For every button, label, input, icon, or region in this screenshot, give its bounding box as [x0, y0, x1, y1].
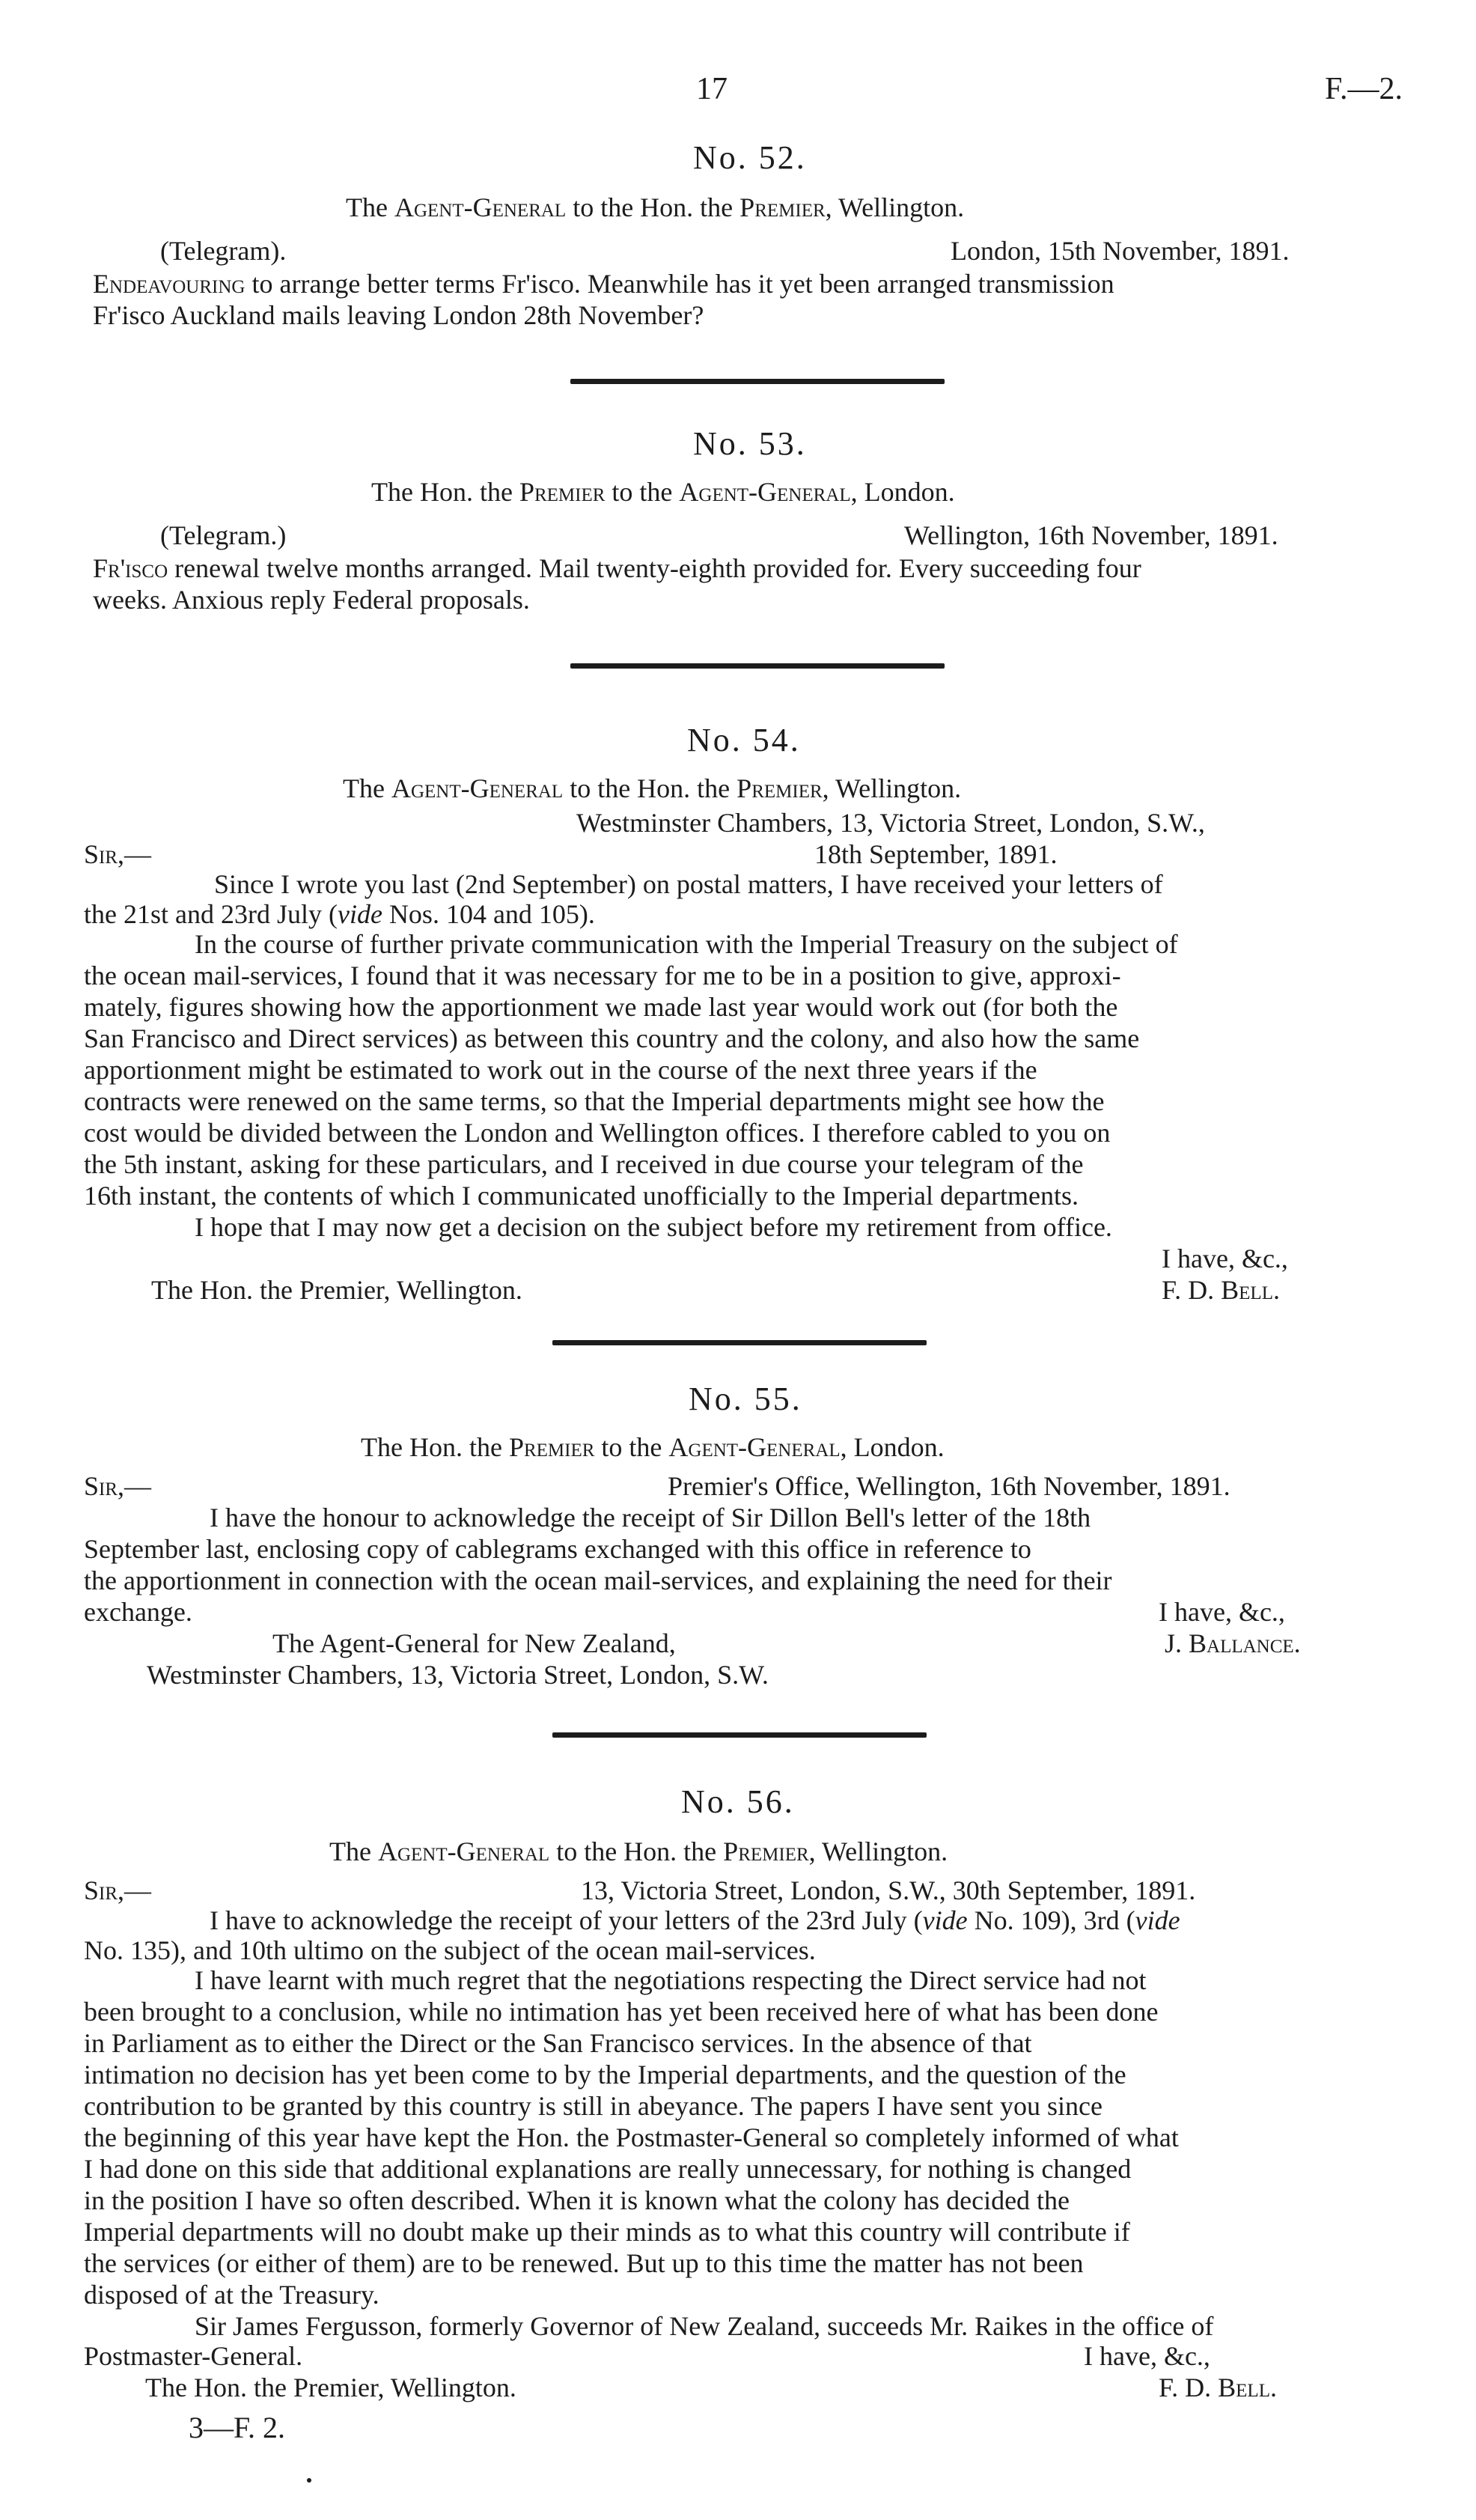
letter-54-number: No. 54. — [687, 722, 801, 758]
letter-56-heading: The Agent-General to the Hon. the Premier, Wellington. — [329, 1836, 948, 1866]
letter-54-paragraph: In the course of further private communication with the Imperial Treasury on the subject of the ocean mail-services, I found that it was necessary for me to be in a position to give, approxi- mately, figures showing how the apportionment we made last year would work out (for both the San Francisco and Direct services) as between this country and the colony, and also how the same apportionment might be estimated to work out in the course of the next three years if the contracts were renewed on the same terms, so that the Imperial departments might see how the cost would be divided between the London and Wellington offices. I therefore cabled to you on the 5th instant, asking for these particulars, and I received in due course your telegram of the 16th instant, the contents of which I communicated unofficially to the Imperial departments. — [84, 929, 1178, 1211]
page-number: 17 — [696, 72, 728, 106]
printer-dot — [307, 2478, 311, 2483]
letter-54-paragraph-line: I hope that I may now get a decision on the subject before my retirement from office. — [195, 1212, 1112, 1242]
letter-56-salutation: Sir,— — [84, 1875, 152, 1905]
section-divider — [552, 1340, 927, 1345]
letter-55-heading: The Hon. the Premier to the Agent-General, London. — [361, 1432, 945, 1462]
letter-52-number: No. 52. — [693, 139, 807, 176]
letter-55-closing: I have, &c., — [1159, 1597, 1285, 1627]
letter-56-paragraph-line: Postmaster-General. — [84, 2341, 303, 2371]
letter-54-signature: F. D. Bell. — [1162, 1275, 1280, 1305]
letter-56-dateline: 13, Victoria Street, London, S.W., 30th September, 1891. — [581, 1875, 1196, 1905]
letter-56-paragraph: Sir James Fergusson, formerly Governor of New Zealand, succeeds Mr. Raikes in the office of — [195, 2311, 1214, 2341]
letter-54-date: 18th September, 1891. — [814, 839, 1058, 869]
letter-54-paragraph-line: the 21st and 23rd July (vide Nos. 104 and 105). — [84, 899, 595, 929]
letter-56-paragraph-line: I have to acknowledge the receipt of your letters of the 23rd July (vide No. 109), 3rd (vide — [210, 1905, 1180, 1935]
letter-55-addressee-line: The Agent-General for New Zealand, — [272, 1628, 676, 1658]
letter-54-salutation: Sir,— — [84, 839, 152, 869]
letter-53-body-line: Fr'isco renewal twelve months arranged. Mail twenty-eighth provided for. Every succeeding four — [93, 553, 1141, 583]
letter-56-number: No. 56. — [681, 1783, 795, 1820]
letter-55-signature: J. Ballance. — [1165, 1628, 1301, 1658]
section-divider — [570, 379, 945, 384]
letter-55-paragraph-line: exchange. — [84, 1597, 192, 1627]
letter-53-heading: The Hon. the Premier to the Agent-General, London. — [371, 477, 955, 507]
letter-56-addressee: The Hon. the Premier, Wellington. — [145, 2373, 516, 2402]
letter-54-address: Westminster Chambers, 13, Victoria Street, London, S.W., — [576, 808, 1205, 838]
letter-52-heading: The Agent-General to the Hon. the Premier, Wellington. — [346, 192, 965, 222]
document-code: F.—2. — [1325, 72, 1403, 106]
section-divider — [570, 663, 945, 669]
section-divider — [552, 1732, 927, 1738]
letter-53-dateline: Wellington, 16th November, 1891. — [904, 520, 1278, 550]
letter-52-type: (Telegram). — [160, 236, 287, 266]
letter-53-number: No. 53. — [693, 425, 807, 462]
letter-55-paragraph: I have the honour to acknowledge the receipt of Sir Dillon Bell's letter of the 18th September last, enclosing copy of cablegrams exchanged with this office in reference to the apportionment in connection with the ocean mail-services, and explaining the need for their — [84, 1503, 1112, 1595]
letter-52-body-line: Endeavouring to arrange better terms Fr'isco. Meanwhile has it yet been arranged transmission — [93, 269, 1114, 299]
letter-55-dateline: Premier's Office, Wellington, 16th November, 1891. — [668, 1471, 1230, 1501]
letter-56-signature: F. D. Bell. — [1159, 2373, 1277, 2402]
letter-55-addressee-line: Westminster Chambers, 13, Victoria Street, London, S.W. — [147, 1660, 769, 1690]
letter-52-body-line: Fr'isco Auckland mails leaving London 28th November? — [93, 300, 704, 330]
letter-56-paragraph-line: No. 135), and 10th ultimo on the subject of the ocean mail-services. — [84, 1935, 816, 1965]
letter-56-paragraph: I have learnt with much regret that the negotiations respecting the Direct service had not been brought to a conclusion, while no intimation has yet been received here of what has been done in Parliament as to either the Direct or the San Francisco services. In the absence of that intimation no decision has yet been come to by the Imperial departments, and the question of the contribution to be granted by this country is still in abeyance. The papers I have sent you since the beginning of this year have kept the Hon. the Postmaster-General so completely informed of what I had done on this side that additional explanations are really unnecessary, for nothing is changed in the position I have so often described. When it is known what the colony has decided the Imperial departments will no doubt make up their minds as to what this country will contribute if the services (or either of them) are to be renewed. But up to this time the matter has not been — [84, 1965, 1179, 2278]
letter-52-dateline: London, 15th November, 1891. — [951, 236, 1290, 266]
letter-56-closing: I have, &c., — [1084, 2341, 1210, 2371]
letter-55-number: No. 55. — [689, 1381, 802, 1417]
letter-53-type: (Telegram.) — [160, 520, 287, 550]
letter-54-paragraph-line: Since I wrote you last (2nd September) on postal matters, I have received your letters of — [214, 869, 1163, 899]
letter-53-body-line: weeks. Anxious reply Federal proposals. — [93, 585, 530, 615]
letter-56-paragraph-line: disposed of at the Treasury. — [84, 2280, 379, 2310]
letter-54-addressee: The Hon. the Premier, Wellington. — [151, 1275, 522, 1305]
signature-mark: 3—F. 2. — [189, 2411, 286, 2444]
letter-54-closing: I have, &c., — [1162, 1244, 1288, 1273]
letter-55-salutation: Sir,— — [84, 1471, 152, 1501]
letter-54-heading: The Agent-General to the Hon. the Premier, Wellington. — [343, 773, 962, 803]
